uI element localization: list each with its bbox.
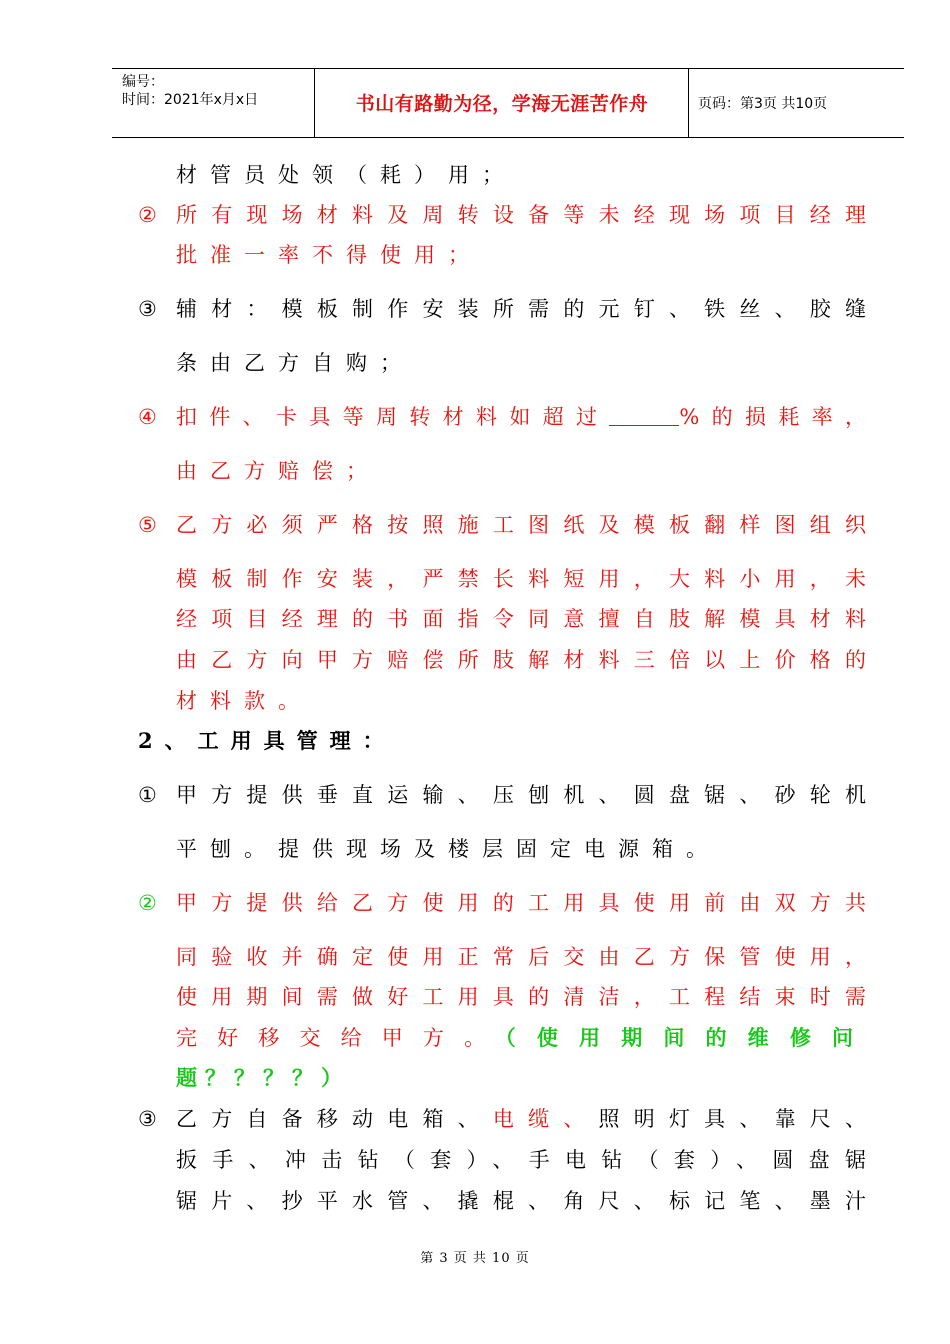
page-info: 页码：第3页 共10页 xyxy=(698,96,828,112)
paragraph-line: 由乙方赔偿； xyxy=(176,459,380,483)
paragraph-line: 辅材：模板制作安装所需的元钉、铁丝、胶缝 xyxy=(176,297,866,321)
paragraph-line: 乙方必须严格按照施工图纸及模板翻样图组织 xyxy=(176,513,866,537)
text-segment: %的损耗率， xyxy=(679,405,866,429)
text-segment: 照明灯具、靠尺、 xyxy=(598,1107,867,1131)
paragraph-line: 甲方提供垂直运输、压刨机、圆盘锯、砂轮机 xyxy=(176,783,866,807)
fill-in-blank xyxy=(609,405,679,426)
header-divider xyxy=(314,69,315,137)
item-marker: ② xyxy=(138,203,157,227)
header-divider xyxy=(688,69,689,137)
item-marker: ③ xyxy=(138,1107,157,1131)
text-segment: 电缆、 xyxy=(492,1107,599,1131)
time-label: 时间：2021年x月x日 xyxy=(122,92,259,108)
text-segment: 完好移交给甲方。 xyxy=(176,1026,506,1050)
item-marker: ③ xyxy=(138,297,157,321)
paragraph-line: 扳手、冲击钻（套）、手电钻（套）、圆盘锯 xyxy=(176,1148,866,1172)
number-label: 编号： xyxy=(122,74,164,90)
motto: 书山有路勤为径，学海无涯苦作舟 xyxy=(355,93,649,115)
paragraph-line: 材管员处领（耗）用； xyxy=(176,163,516,187)
paragraph-line: 所有现场材料及周转设备等未经现场项目经理 xyxy=(176,203,866,227)
header-table xyxy=(112,68,904,138)
item-marker: ② xyxy=(138,891,157,915)
text-segment: （使用期间的维修问 xyxy=(505,1025,866,1050)
paragraph-line: 经项目经理的书面指令同意擅自肢解模具材料 xyxy=(176,607,866,631)
paragraph-line: 同验收并确定使用正常后交由乙方保管使用， xyxy=(176,945,866,969)
item-marker: ⑤ xyxy=(138,513,157,537)
paragraph-line: 模板制作安装，严禁长料短用，大料小用，未 xyxy=(176,567,866,591)
text-segment: 乙方自备移动电箱、 xyxy=(176,1107,493,1131)
paragraph-line: 甲方提供给乙方使用的工用具使用前由双方共 xyxy=(176,891,866,915)
header-meta xyxy=(122,73,258,109)
item-marker: ① xyxy=(138,783,157,807)
paragraph-line: 平刨。提供现场及楼层固定电源箱。 xyxy=(176,837,720,861)
paragraph-line xyxy=(176,1025,866,1051)
text-segment: 扣件、卡具等周转材料如超过 xyxy=(176,405,610,429)
paragraph-line: 题？？？？） xyxy=(176,1065,350,1090)
paragraph-line: 条由乙方自购； xyxy=(176,351,414,375)
item-marker: ④ xyxy=(138,405,157,429)
paragraph-line: 锯片、抄平水管、撬棍、角尺、标记笔、墨汁 xyxy=(176,1189,866,1213)
paragraph-line: 材料款。 xyxy=(176,689,312,713)
paragraph-line xyxy=(176,404,866,430)
paragraph-line xyxy=(176,1106,866,1132)
paragraph-line: 使用期间需做好工用具的清洁，工程结束时需 xyxy=(176,985,866,1009)
paragraph-line: 批准一率不得使用； xyxy=(176,243,482,267)
paragraph-line: 由乙方向甲方赔偿所肢解材料三倍以上价格的 xyxy=(176,648,866,672)
section-heading: 2、工用具管理： xyxy=(138,728,396,753)
page-footer: 第 3 页 共 10 页 xyxy=(420,1251,530,1266)
